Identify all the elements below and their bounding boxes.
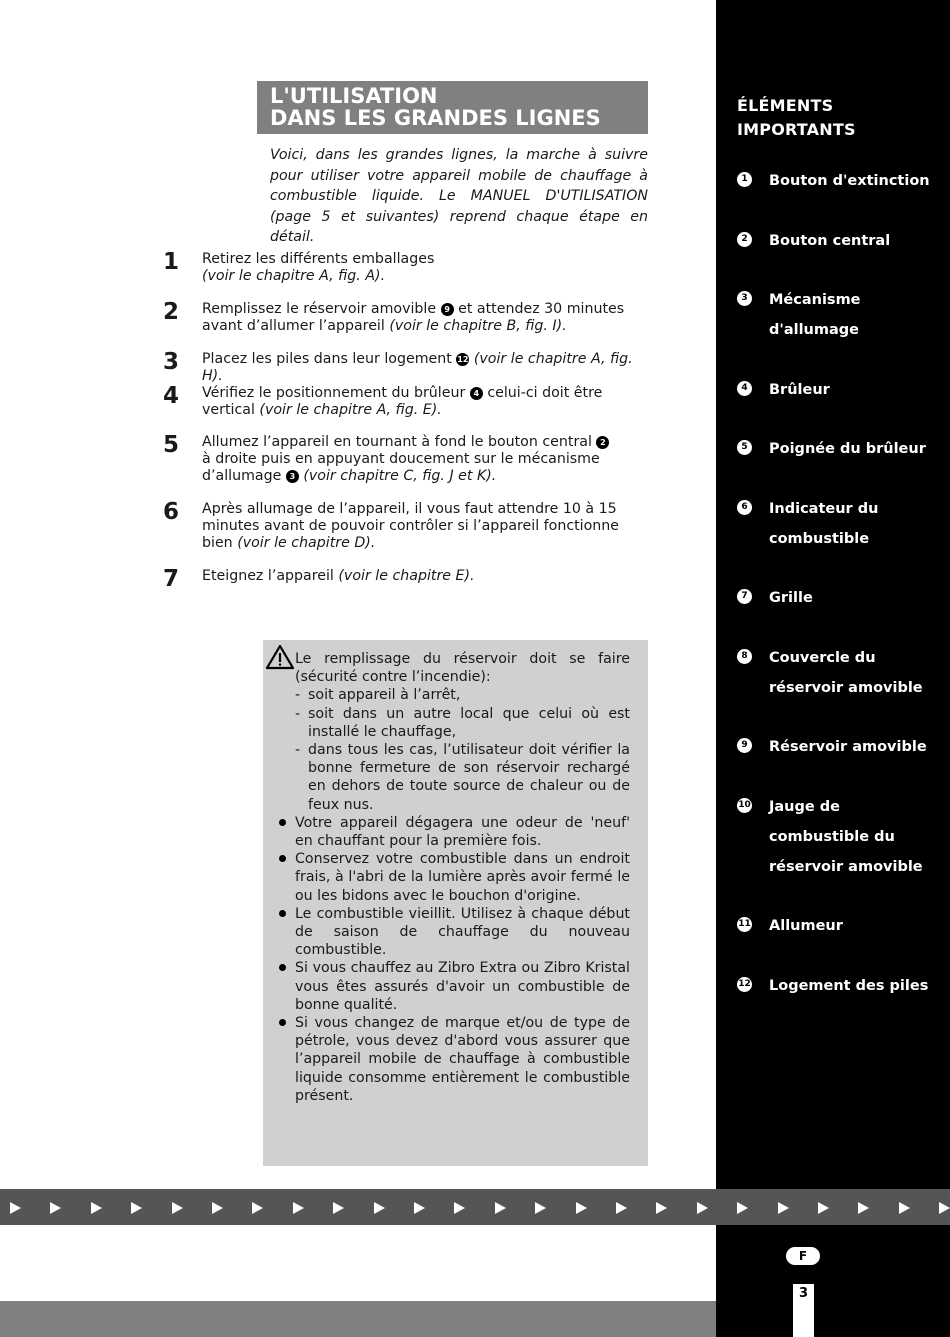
- part-label: réservoir amovible: [769, 858, 923, 875]
- arrow-icon: [10, 1202, 21, 1214]
- part-number-badge: 3: [737, 291, 752, 306]
- intro-paragraph: Voici, dans les grandes lignes, la marche à suivre pour utiliser votre appareil mobile de chauffage à combustible liquide. Le MANUEL D'UTILISATION (page 5 et suivantes) reprend chaque étape en détail.: [270, 147, 648, 245]
- bullet-item: Si vous chauffez au Zibro Extra ou Zibro Kristal vous êtes assurés d'avoir un combustible de bonne qualité.: [295, 960, 630, 1013]
- part-number-badge: 9: [737, 738, 752, 753]
- dash-list: [295, 686, 630, 813]
- bullet-item: Conservez votre combustible dans un endroit frais, à l'abri de la lumière après avoir fermé le ou les bidons avec le bouchon d'origine.: [295, 851, 630, 904]
- part-item: [737, 732, 947, 762]
- part-number-badge: 11: [737, 917, 752, 932]
- warning-triangle-icon: [265, 644, 295, 670]
- step-number: 1: [163, 249, 180, 275]
- part-label: Grille: [769, 590, 813, 606]
- step-number: 2: [163, 299, 180, 325]
- step-text-main: Allumez l’appareil en tournant à fond le bouton central: [202, 434, 592, 450]
- step-reference: (voir le chapitre B, fig. I).: [389, 318, 567, 334]
- bullet-list: [295, 814, 630, 1105]
- arrow-icon: [50, 1202, 61, 1214]
- part-number-badge: 5: [737, 440, 752, 455]
- dash-item: - soit appareil à l’arrêt,: [295, 686, 630, 704]
- arrow-icon: [172, 1202, 183, 1214]
- step-reference: (voir le chapitre A, fig. H).: [202, 351, 633, 384]
- part-label: d'allumage: [769, 322, 859, 338]
- arrow-icon: [333, 1202, 344, 1214]
- bullet-item: Le combustible vieillit. Utilisez à chaque début de saison de chauffage du nouveau combustible.: [295, 905, 630, 959]
- part-item: [737, 494, 947, 554]
- bullet-item: Si vous changez de marque et/ou de type de pétrole, vous devez d'abord vous assurer que l’appareil mobile de chauffage à combustible liquide consomme entièrement le combustible présent.: [295, 1015, 630, 1104]
- sidebar-title-line2: IMPORTANTS: [737, 120, 856, 139]
- part-item: [737, 643, 947, 703]
- part-label: Jauge de: [769, 798, 840, 815]
- arrow-icon: [778, 1202, 789, 1214]
- arrow-icon: [737, 1202, 748, 1214]
- page-number: 3: [793, 1284, 814, 1337]
- warning-box: [263, 640, 648, 1166]
- arrow-icon: [616, 1202, 627, 1214]
- sidebar: [716, 0, 950, 1337]
- part-label: Logement des piles: [769, 977, 929, 994]
- step-text: [202, 434, 622, 485]
- arrow-icon: [656, 1202, 667, 1214]
- part-item: [737, 375, 947, 405]
- part-number-badge: 12: [457, 355, 469, 364]
- step-text: [202, 251, 647, 285]
- step-text: [202, 568, 647, 585]
- arrow-icon: [212, 1202, 223, 1214]
- step-text-main: Placez les piles dans leur logement: [202, 351, 452, 367]
- arrow-icon: [858, 1202, 869, 1214]
- part-number-badge: 2: [596, 436, 609, 449]
- step-text-main: Vérifiez le positionnement du brûleur: [202, 385, 466, 401]
- bullet-item: Votre appareil dégagera une odeur de 'neuf' en chauffant pour la première fois.: [295, 814, 630, 850]
- step-number: 6: [163, 499, 180, 525]
- part-item: [737, 792, 947, 882]
- part-number-badge: 8: [737, 649, 752, 664]
- step-text-main: Eteignez l’appareil: [202, 568, 334, 584]
- arrow-icon: [414, 1202, 425, 1214]
- arrow-icon: [91, 1202, 102, 1214]
- part-label: Poignée du brûleur: [769, 441, 926, 457]
- part-label: combustible: [769, 530, 870, 547]
- step-text-main: Remplissez le réservoir amovible: [202, 301, 437, 317]
- arrow-icon: [576, 1202, 587, 1214]
- arrow-icon: [374, 1202, 385, 1214]
- step-text-main: Retirez les différents emballages: [202, 251, 435, 267]
- heading-line1: L'UTILISATION: [270, 84, 438, 108]
- part-item: [737, 971, 947, 1001]
- step-text: [202, 501, 627, 552]
- dash-item: - soit dans un autre local que celui où est installé le chauffage,: [295, 705, 630, 741]
- arrow-icon: [293, 1202, 304, 1214]
- part-number-badge: 7: [737, 589, 752, 604]
- step-text: [202, 385, 647, 419]
- step-number: 7: [163, 566, 180, 592]
- part-number-badge: 1: [737, 172, 752, 187]
- step-text-continued: à droite puis en appuyant doucement sur le mécanisme d’allumage: [202, 451, 600, 484]
- bottom-band: [0, 1301, 716, 1337]
- step-text-main: Après allumage de l’appareil, il vous faut attendre 10 à 15 minutes avant de pouvoir contrôler si l’appareil fonctionne bien: [202, 501, 620, 551]
- step-text-continued: et attendez 30 minutes avant d’allumer l’appareil: [202, 301, 625, 334]
- step-number: 5: [163, 432, 180, 458]
- arrow-icon: [454, 1202, 465, 1214]
- part-number-badge: 4: [737, 381, 752, 396]
- part-label: Couvercle du: [769, 649, 876, 666]
- part-number-badge: 4: [470, 387, 483, 400]
- part-item: [737, 166, 947, 196]
- step-text: [202, 301, 647, 335]
- step-number: 4: [163, 383, 180, 409]
- warning-intro: Le remplissage du réservoir doit se faire (sécurité contre l’incendie):: [295, 651, 630, 686]
- part-label: Indicateur du: [769, 500, 879, 517]
- part-item: [737, 226, 947, 256]
- arrow-icon: [535, 1202, 546, 1214]
- part-item: [737, 285, 947, 345]
- part-label: combustible du: [769, 828, 895, 845]
- part-label: Brûleur: [769, 381, 830, 398]
- arrow-icon: [495, 1202, 506, 1214]
- arrow-icon: [697, 1202, 708, 1214]
- step-reference: (voir le chapitre A, fig. A).: [202, 268, 386, 284]
- dash-item: - dans tous les cas, l’utilisateur doit vérifier la bonne fermeture de son réservoir rechargé en dehors de toute source de chaleur ou de feux nus.: [295, 741, 630, 814]
- sidebar-title: [737, 94, 937, 142]
- step-number: 3: [163, 349, 180, 375]
- arrow-icon: [818, 1202, 829, 1214]
- part-label: Bouton central: [769, 232, 891, 249]
- section-heading: [257, 81, 648, 134]
- part-number-badge: 9: [441, 303, 454, 316]
- step-reference: (voir le chapitre E).: [338, 568, 475, 584]
- part-number-badge: 2: [737, 232, 752, 247]
- part-label: Allumeur: [769, 918, 843, 934]
- part-label: Bouton d'extinction: [769, 173, 930, 189]
- step-reference: (voir chapitre C, fig. J et K).: [303, 468, 497, 484]
- arrow-icon: [899, 1202, 910, 1214]
- language-badge: F: [786, 1247, 820, 1265]
- step-text: [202, 351, 647, 385]
- step-reference: (voir le chapitre A, fig. E).: [259, 402, 442, 418]
- part-item: [737, 583, 947, 613]
- part-number-badge: 6: [737, 500, 752, 515]
- part-label: Mécanisme: [769, 292, 861, 308]
- part-number-badge: 3: [286, 470, 299, 483]
- part-number-badge: 12: [737, 977, 752, 992]
- arrow-icon: [939, 1202, 950, 1214]
- parts-list: [737, 166, 947, 1030]
- part-item: [737, 434, 947, 464]
- part-label: réservoir amovible: [769, 679, 923, 696]
- part-label: Réservoir amovible: [769, 739, 927, 755]
- arrow-icon: [252, 1202, 263, 1214]
- part-item: [737, 911, 947, 941]
- step-reference: (voir le chapitre D).: [237, 535, 376, 551]
- arrow-band: [0, 1189, 950, 1225]
- heading-line2: DANS LES GRANDES LIGNES: [270, 106, 601, 130]
- step-text-continued: celui-ci doit être vertical: [202, 385, 603, 418]
- warning-content: [295, 650, 630, 1105]
- sidebar-title-line1: ÉLÉMENTS: [737, 96, 834, 115]
- part-number-badge: 10: [737, 798, 752, 813]
- arrow-icon: [131, 1202, 142, 1214]
